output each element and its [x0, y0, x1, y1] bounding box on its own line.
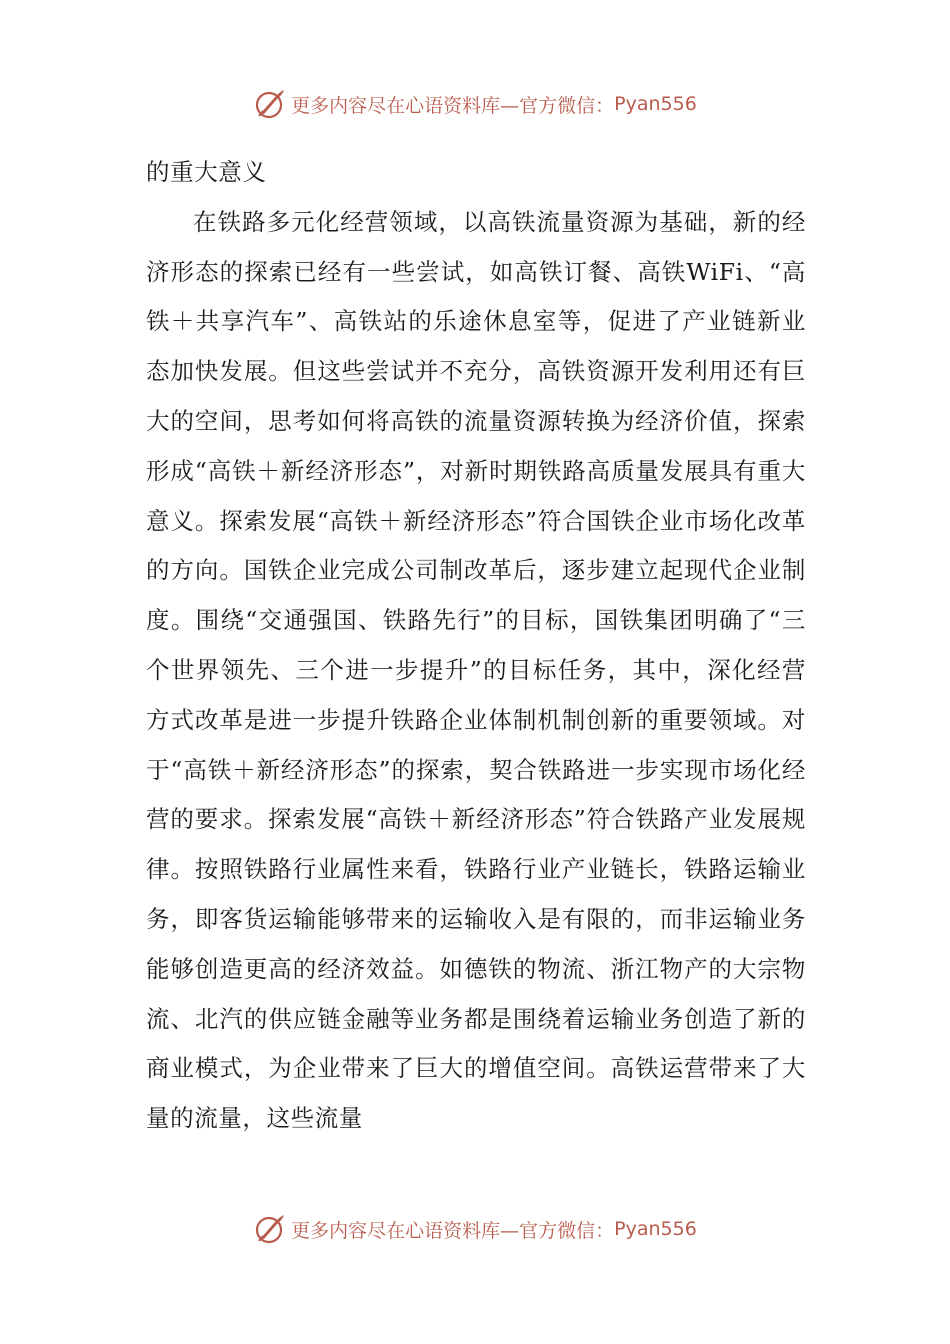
- footer-banner: [0, 1209, 950, 1249]
- banner-text: 更多内容尽在心语资料库—官方微信：: [291, 1219, 615, 1242]
- header-banner: [0, 84, 950, 124]
- quill-logo-icon: [253, 1212, 287, 1246]
- document-body: [146, 148, 806, 1144]
- wechat-id: Pyan556: [614, 1218, 697, 1240]
- wechat-id: Pyan556: [614, 93, 697, 115]
- banner-text: 更多内容尽在心语资料库—官方微信：: [291, 94, 615, 117]
- body-paragraph: 在铁路多元化经营领域，以高铁流量资源为基础，新的经济形态的探索已经有一些尝试，如高铁订餐、高铁WiFi、“高铁＋共享汽车”、高铁站的乐途休息室等，促进了产业链新业态加快发展。但这些尝试并不充分，高铁资源开发利用还有巨大的空间，思考如何将高铁的流量资源转换为经济价值，探索形成“高铁＋新经济形态”，对新时期铁路高质量发展具有重大意义。探索发展“高铁＋新经济形态”符合国铁企业市场化改革的方向。国铁企业完成公司制改革后，逐步建立起现代企业制度。围绕“交通强国、铁路先行”的目标，国铁集团明确了“三个世界领先、三个进一步提升”的目标任务，其中，深化经营方式改革是进一步提升铁路企业体制机制创新的重要领域。对于“高铁＋新经济形态”的探索，契合铁路进一步实现市场化经营的要求。探索发展“高铁＋新经济形态”符合铁路产业发展规律。按照铁路行业属性来看，铁路行业产业链长，铁路运输业务，即客货运输能够带来的运输收入是有限的，而非运输业务能够创造更高的经济效益。如德铁的物流、浙江物产的大宗物流、北汽的供应链金融等业务都是围绕着运输业务创造了新的商业模式，为企业带来了巨大的增值空间。高铁运营带来了大量的流量，这些流量: [146, 207, 806, 1133]
- heading-tail: 的重大意义: [146, 158, 267, 186]
- quill-logo-icon: [253, 87, 287, 121]
